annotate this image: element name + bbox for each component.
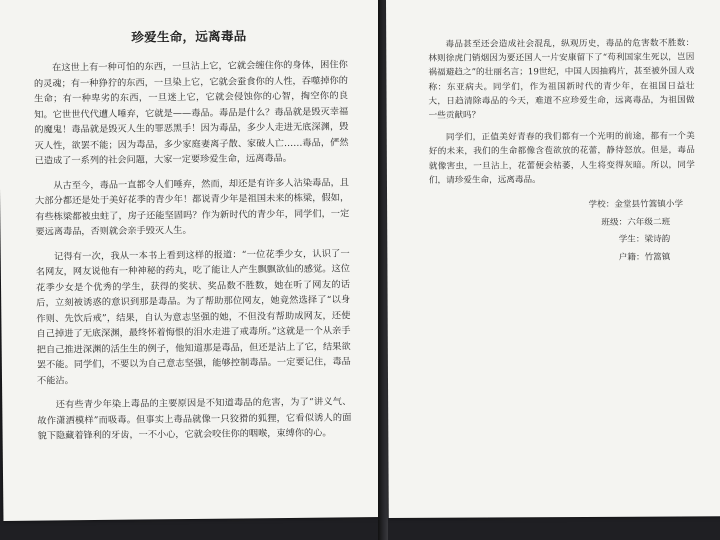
signature-block [429, 196, 695, 267]
left-page-body [0, 43, 384, 444]
paragraph: 同学们，正值美好青春的我们都有一个光明的前途，都有一个美好的未来，我们的生命都像含苞欲放的花蕾，静待怒放。但是，毒品就像害虫，一旦沾上，花蕾便会枯萎，人生将变得灰暗。所以，同学们，请珍爱生命，远离毒品。 [428, 131, 695, 186]
signature-school: 学校：金堂县竹篙镇小学 [588, 199, 684, 210]
paragraph: 毒品甚至还会造成社会混乱，纵观历史，毒品的危害数不胜数：林则徐虎门销烟因为要还国人一片安康留下了“苟利国家生死以，岂因祸福避趋之”的壮丽名言；19世纪，中国人因抽鸦片，甚至被外国人戏称：东亚病夫。同学们，作为祖国新时代的青少年，在祖国日益壮大，日趋清除毒品的今天，难道不应珍爱生命，远离毒品，为祖国做一些贡献吗？ [428, 38, 695, 121]
signature-class: 班级：六年级二班 [601, 217, 671, 228]
paragraph: 记得有一次，我从一本书上看到这样的报道：“一位花季少女，认识了一名网友，网友说他有一种神秘的药丸，吃了能让人产生飘飘欲仙的感觉。这位花季少女是个优秀的学生，获得的奖状、奖品数不胜数，她在听了网友的话后，立刻被诱惑的意识到那是毒品。为了帮助那位网友，她竟然选择了“以身作则、先饮后戒”，结果，自认为意志坚强的她，不但没有帮助成网友，还使自己掉进了无底深渊，最终怀着悔恨的泪水走进了戒毒所。”这就是一个从亲手把自己推进深渊的活生生的例子，他知道那是毒品，但还是沾上了它，结果欲罢不能。同学们，不要以为自己意志坚强，能够控制毒品。一定要记住，毒品不能沾。 [35, 247, 351, 387]
essay-title: 珍爱生命，远离毒品 [131, 28, 247, 45]
document-page-right [386, 0, 720, 518]
paragraph: 在这世上有一种可怕的东西，一旦沾上它，它就会缠住你的身体，困住你的灵魂；有一种狰狞的东西，一旦染上它，它就会蚕食你的人性，吞噬掉你的生命；有一种卑劣的东西，一旦迷上它，它就会侵蚀你的心智，掏空你的良知。它世世代代遭人唾弃，它就是——毒品。毒品是什么？毒品就是毁灭幸福的魔鬼！毒品就是毁灭人生的罪恶黑手！因为毒品，多少人走进无底深渊，毁灭人性，欲罢不能；因为毒品，多少家庭妻离子散、家破人亡……毒品，俨然已造成了一系列的社会问题，大家一定要珍爱生命，远离毒品。 [33, 59, 349, 167]
signature-household: 户籍：竹篙镇 [618, 252, 671, 263]
right-page-body [386, 0, 720, 268]
paragraph: 还有些青少年染上毒品的主要原因是不知道毒品的危害，为了“讲义气、故作潇洒模样”而吸毒。但事实上毒品就像一只狡猾的狐狸，它看似诱人的面貌下隐藏着锋利的牙齿，一不小心，它就会咬住你的咽喉，束缚你的心。 [37, 396, 352, 442]
signature-student: 学生：梁诗韵 [618, 234, 671, 245]
paragraph: 从古至今，毒品一直都令人们唾弃，然而，却还是有许多人沾染毒品，且大部分都还是处于美好花季的青少年！都说青少年是祖国未来的栋梁，假如，有些栋梁都被虫蛀了，房子还能坚固吗？作为新时代的青少年，同学们，一定要远离毒品，否则就会亲手毁灭人生。 [35, 176, 350, 238]
